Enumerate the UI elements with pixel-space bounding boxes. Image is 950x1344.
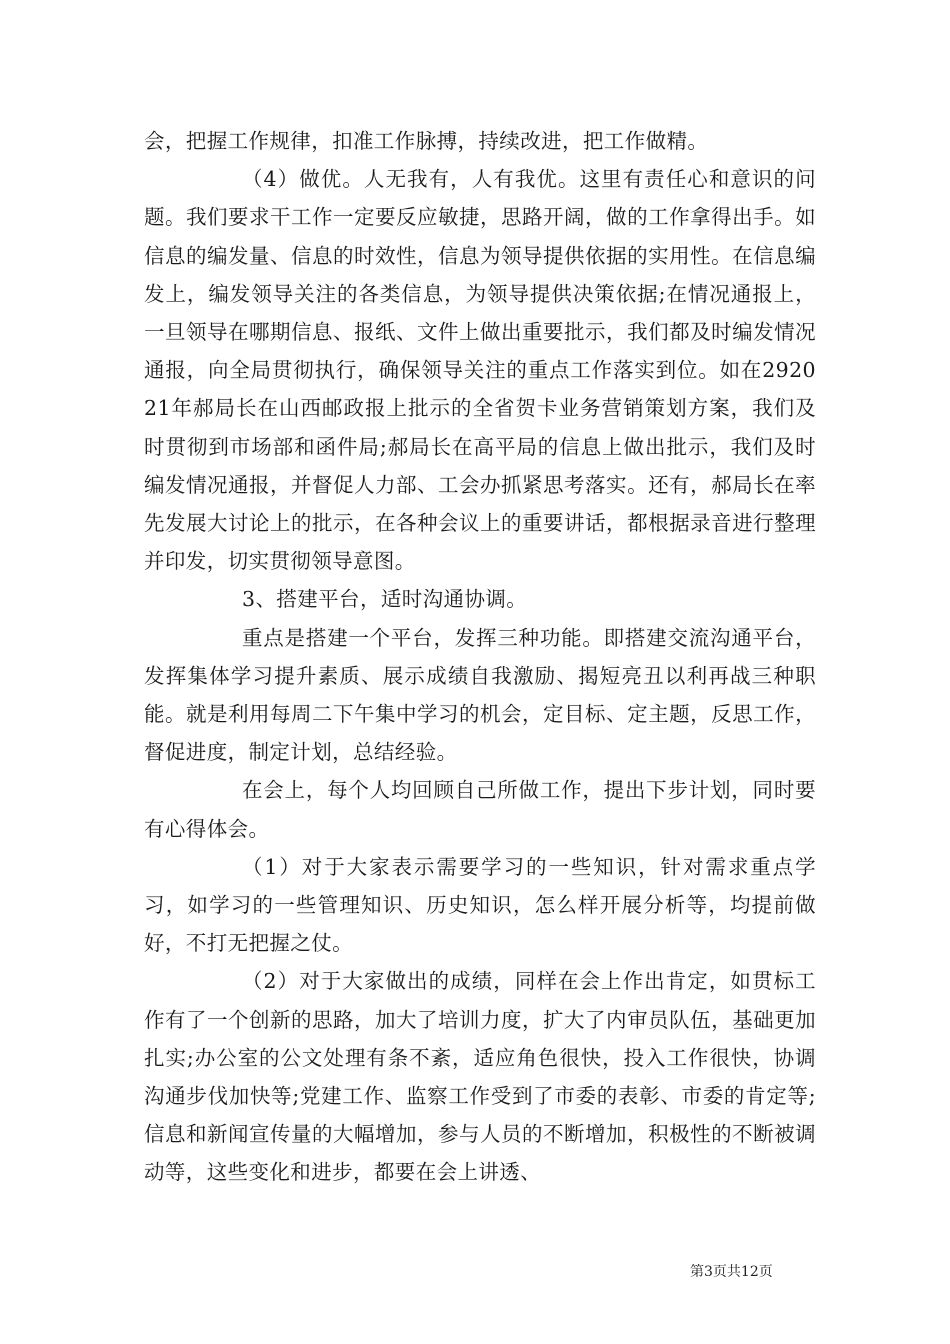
document-body	[144, 122, 816, 1192]
page-number-footer	[690, 1262, 830, 1282]
paragraph-5: 在会上，每个人均回顾自己所做工作，提出下步计划，同时要有心得体会。	[144, 778, 816, 841]
paragraph-7: （2）对于大家做出的成绩，同样在会上作出肯定，如贯标工作有了一个创新的思路，加大了培训力度，扩大了内审员队伍，基础更加扎实;办公室的公文处理有条不紊，适应角色很快，投入工作很快，协调沟通步伐加快等;党建工作、监察工作受到了市委的表彰、市委的肯定等;信息和新闻宣传量的大幅增加，参与人员的不断增加，积极性的不断被调动等，这些变化和进步，都要在会上讲透、	[144, 969, 816, 1185]
paragraph-6: （1）对于大家表示需要学习的一些知识，针对需求重点学习，如学习的一些管理知识、历史知识，怎么样开展分析等，均提前做好，不打无把握之仗。	[144, 854, 816, 956]
paragraph-3-heading: 3、搭建平台，适时沟通协调。	[242, 587, 528, 612]
paragraph-2: （4）做优。人无我有，人有我优。这里有责任心和意识的问题。我们要求干工作一定要反应敏捷，思路开阔，做的工作拿得出手。如信息的编发量、信息的时效性，信息为领导提供依据的实用性。在信息编发上，编发领导关注的各类信息，为领导提供决策依据;在情况通报上，一旦领导在哪期信息、报纸、文件上做出重要批示，我们都及时编发情况通报，向全局贯彻执行，确保领导关注的重点工作落实到位。如在292021年郝局长在山西邮政报上批示的全省贺卡业务营销策划方案，我们及时贯彻到市场部和函件局;郝局长在高平局的信息上做出批示，我们及时编发情况通报，并督促人力部、工会办抓紧思考落实。还有，郝局长在率先发展大讨论上的批示，在各种会议上的重要讲话，都根据录音进行整理并印发，切实贯彻领导意图。	[144, 167, 816, 574]
page-number-text: 第3页共12页	[690, 1264, 773, 1280]
paragraph-4: 重点是搭建一个平台，发挥三种功能。即搭建交流沟通平台，发挥集体学习提升素质、展示成绩自我激励、揭短亮丑以利再战三种职能。就是利用每周二下午集中学习的机会，定目标、定主题，反思工作，督促进度，制定计划，总结经验。	[144, 625, 816, 765]
paragraph-1: 会，把握工作规律，扣准工作脉搏，持续改进，把工作做精。	[144, 129, 709, 153]
